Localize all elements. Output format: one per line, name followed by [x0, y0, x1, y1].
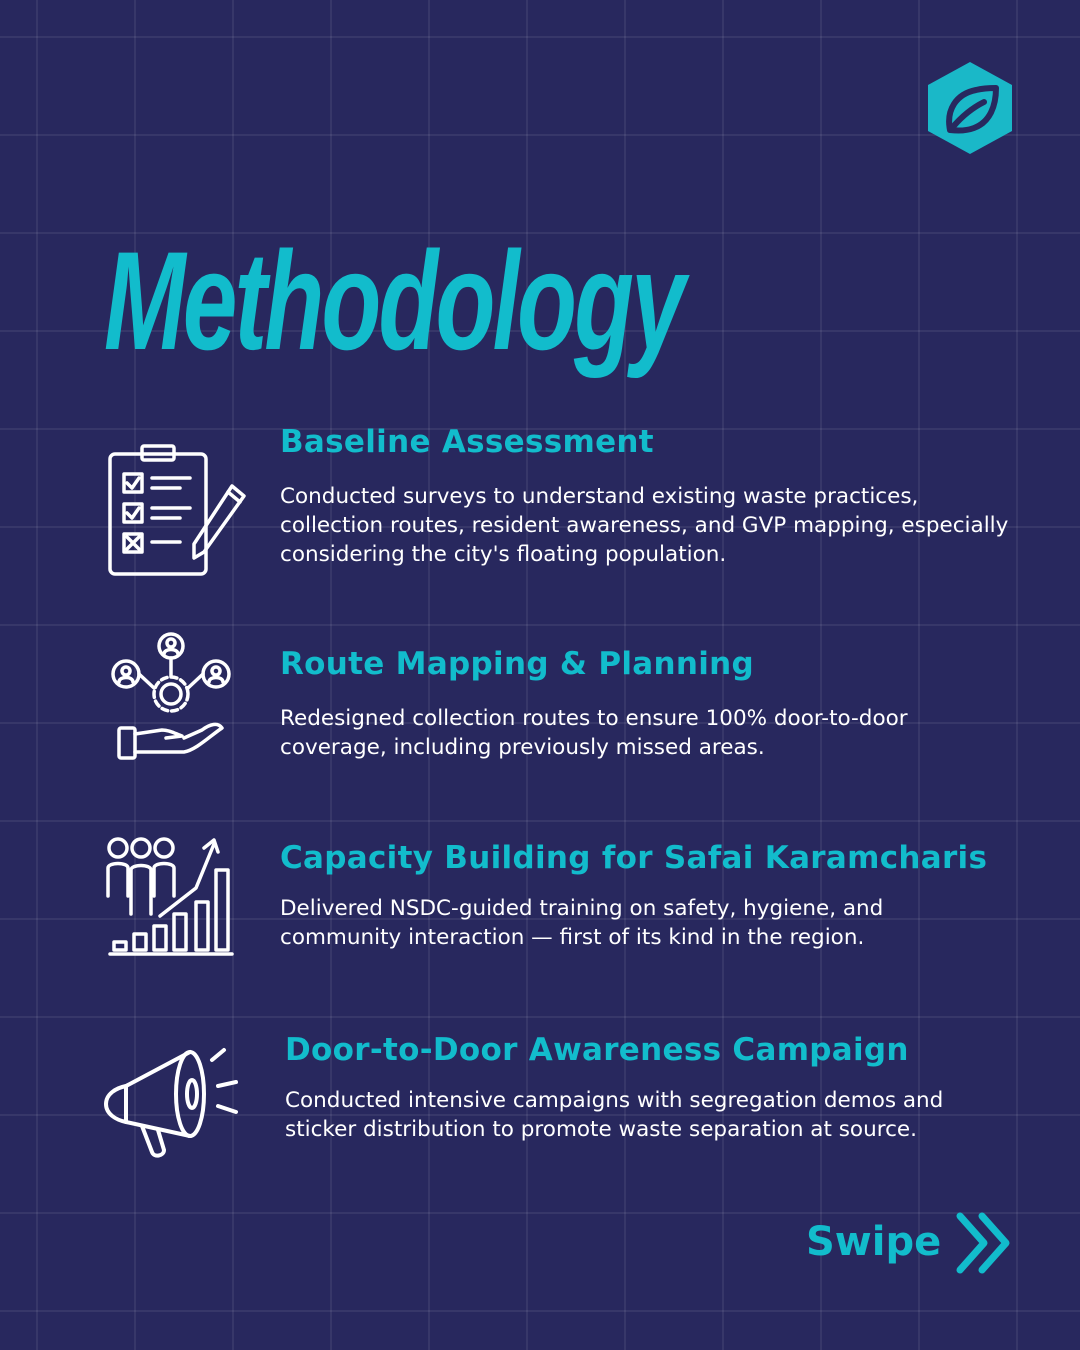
item-description: Conducted intensive campaigns with segregation demos and sticker distribution to promote waste separation at source. [285, 1088, 944, 1142]
hand-network-gear-icon [104, 632, 238, 772]
clipboard-checklist-icon [104, 440, 252, 580]
item-heading: Capacity Building for Safai Karamcharis [280, 840, 988, 876]
item-description: Redesigned collection routes to ensure 100% door-to-door coverage, including previously missed areas. [280, 706, 908, 760]
leaf-hexagon-icon [922, 58, 1018, 158]
megaphone-icon [102, 1046, 244, 1162]
item-heading: Baseline Assessment [280, 424, 654, 460]
double-chevron-right-icon[interactable] [952, 1210, 1014, 1276]
team-growth-chart-icon [104, 836, 238, 958]
swipe-button-label[interactable]: Swipe [806, 1219, 942, 1265]
item-heading: Door-to-Door Awareness Campaign [285, 1032, 909, 1068]
page-title: Methodology [104, 222, 683, 379]
item-description: Delivered NSDC-guided training on safety, hygiene, and community interaction — first of its kind in the region. [280, 896, 884, 950]
item-heading: Route Mapping & Planning [280, 646, 755, 682]
item-description: Conducted surveys to understand existing waste practices, collection routes, resident awareness, and GVP mapping, especially considering the city's floating population. [280, 484, 1009, 567]
